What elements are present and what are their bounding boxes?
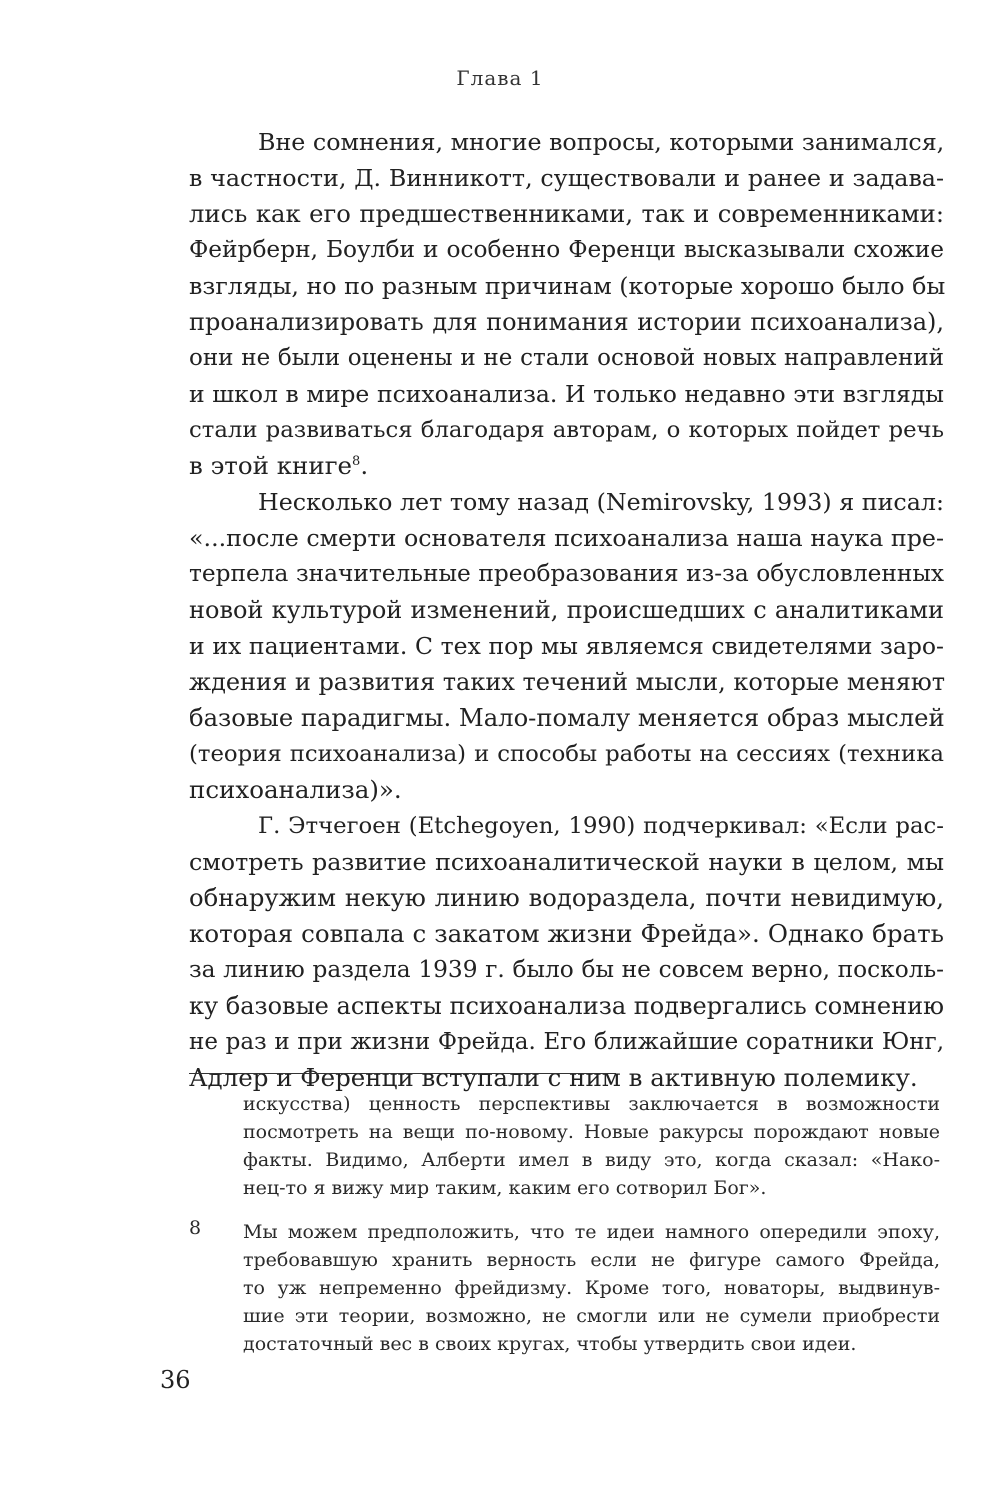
text-line: Несколько лет тому назад (Nemirovsky, 1993) я писал: xyxy=(258,488,944,516)
text-line: и их пациентами. С тех пор мы являемся свидетелями заро- xyxy=(189,632,944,660)
text-line: стали развиваться благодаря авторам, о которых пойдет речь xyxy=(189,417,944,443)
paragraph-1 xyxy=(189,124,944,484)
footnote-line: посмотреть на вещи по-новому. Новые ракурсы порождают новые xyxy=(243,1121,940,1143)
footnote-spacer xyxy=(243,1202,940,1218)
footnote-line: нец-то я вижу мир таким, каким его сотворил Бог». xyxy=(243,1177,767,1199)
page-number: 36 xyxy=(160,1366,191,1394)
text-line: которая совпала с закатом жизни Фрейда». Однако брать xyxy=(189,919,944,948)
text-line: ку базовые аспекты психоанализа подвергались сомнению xyxy=(189,992,944,1020)
footnote-8 xyxy=(243,1218,940,1358)
footnote-continued xyxy=(243,1090,940,1202)
text-line: Вне сомнения, многие вопросы, которыми занимался, xyxy=(258,128,945,156)
text-fragment: в этой книге xyxy=(189,451,353,480)
footnote-line: Мы можем предположить, что те идеи намного опередили эпоху, xyxy=(243,1221,940,1243)
text-line: лись как его предшественниками, так и современниками: xyxy=(189,199,944,228)
footnote-line: шие эти теории, возможно, не смогли или не сумели приобрести xyxy=(243,1305,940,1327)
text-line: психоанализа)». xyxy=(189,775,402,804)
text-line: новой культурой изменений, происшедших с аналитиками xyxy=(189,596,944,624)
paragraph-3 xyxy=(189,808,944,1096)
paragraph-2 xyxy=(189,484,944,808)
footnote-divider xyxy=(189,1073,616,1074)
footnote-line: факты. Видимо, Алберти имел в виду это, когда сказал: «Нако- xyxy=(243,1149,940,1171)
footnote-line: то уж непременно фрейдизму. Кроме того, новаторы, выдвинув- xyxy=(243,1277,940,1299)
text-line: терпела значительные преобразования из-за обусловленных xyxy=(189,560,944,587)
footnote-line: искусства) ценность перспективы заключается в возможности xyxy=(243,1093,940,1115)
text-line: они не были оценены и не стали основой новых направлений xyxy=(189,345,944,371)
text-line: в частности, Д. Винникотт, существовали и ранее и задава- xyxy=(189,164,944,192)
text-line: Адлер и Ференци вступали с ним в активную полемику. xyxy=(189,1063,918,1092)
text-line: обнаружим некую линию водораздела, почти невидимую, xyxy=(189,883,944,912)
running-head: Глава 1 xyxy=(456,66,544,90)
footnote-line: достаточный вес в своих кругах, чтобы утвердить свои идеи. xyxy=(243,1333,857,1355)
text-line: Фейрберн, Боулби и особенно Ференци высказывали схожие xyxy=(189,236,944,263)
text-line: Г. Этчегоен (Etchegoyen, 1990) подчеркивал: «Если рас- xyxy=(258,813,944,839)
footnote-number: 8 xyxy=(189,1217,202,1239)
text-line xyxy=(189,448,944,484)
end-punctuation: . xyxy=(360,451,369,480)
footnotes-area xyxy=(243,1090,940,1358)
text-line: и школ в мире психоанализа. И только недавно эти взгляды xyxy=(189,380,944,408)
main-text xyxy=(189,124,944,1096)
text-line: за линию раздела 1939 г. было бы не совсем верно, посколь- xyxy=(189,956,944,983)
text-line: проанализировать для понимания истории психоанализа), xyxy=(189,308,944,336)
text-line: смотреть развитие психоаналитической науки в целом, мы xyxy=(189,848,944,876)
text-line: (теория психоанализа) и способы работы на сессиях (техника xyxy=(189,741,944,767)
text-line: ждения и развития таких течений мысли, которые меняют xyxy=(189,668,946,696)
text-line: базовые парадигмы. Мало-помалу меняется образ мыслей xyxy=(189,703,945,732)
footnote-line: требовавшую хранить верность если не фигуре самого Фрейда, xyxy=(243,1249,940,1271)
text-line: взгляды, но по разным причинам (которые хорошо было бы xyxy=(189,272,946,300)
text-line: «...после смерти основателя психоанализа наша наука пре- xyxy=(189,524,944,552)
footnote-reference[interactable]: 8 xyxy=(352,453,361,469)
text-line: не раз и при жизни Фрейда. Его ближайшие соратники Юнг, xyxy=(189,1029,944,1055)
